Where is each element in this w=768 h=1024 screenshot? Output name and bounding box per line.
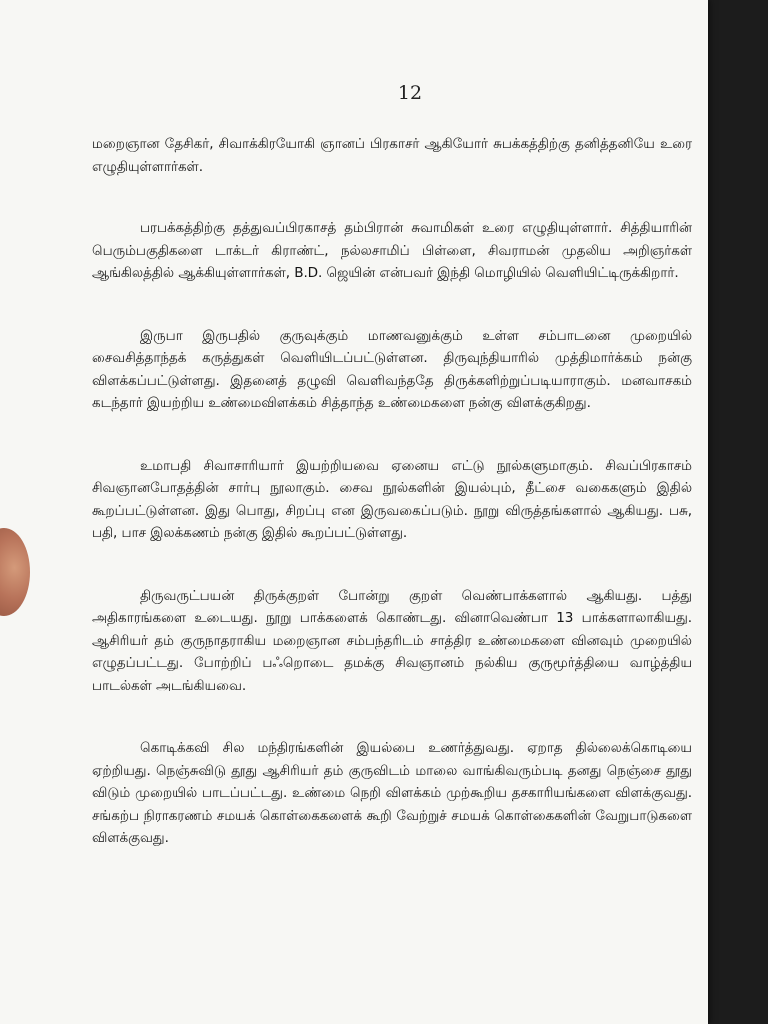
paragraph-6: கொடிக்கவி சில மந்திரங்களின் இயல்பை உணர்த்துவது. ஏறாத தில்லைக்கொடியை ஏற்றியது. நெஞ்சுவிடு தூது ஆசிரியர் தம் குருவிடம் மாலை வாங்கிவரும்படி தனது நெஞ்சை தூது விடும் முறையில் பாடப்பட்டது. உண்மை நெறி விளக்கம் முற்கூறிய தசகாரியங்களை விளக்குவது. சங்கற்ப நிராகரணம் சமயக் கொள்கைகளைக் கூறி வேற்றுச் சமயக் கொள்கைகளின் வேறுபாடுகளை விளக்குவது. bbox=[92, 740, 692, 846]
paragraph-4: உமாபதி சிவாசாரியார் இயற்றியவை ஏனைய எட்டு நூல்களுமாகும். சிவப்பிரகாசம் சிவஞானபோதத்தின் சார்பு நூலாகும். சைவ நூல்களின் இயல்பும், தீட்சை வகைகளும் இதில் கூறப்பட்டுள்ளன. இது பொது, சிறப்பு என இருவகைப்படும். நூறு விருத்தங்களால் ஆகியது. பசு, பதி, பாச இலக்கணம் நன்கு இதில் கூறப்பட்டுள்ளது. bbox=[92, 457, 692, 541]
paragraph-5: திருவருட்பயன் திருக்குறள் போன்று குறள் வெண்பாக்களால் ஆகியது. பத்து அதிகாரங்களை உடையது. நூறு பாக்களைக் கொண்டது. வினாவெண்பா 13 பாக்களாலாகியது. ஆசிரியர் தம் குருநாதராகிய மறைஞான சம்பந்தரிடம் சாத்திர உண்மைகளை வினவும் முறையில் எழுதப்பட்டது. போற்றிப் பஃறொடை தமக்கு சிவஞானம் நல்கிய குருமூர்த்தியை வாழ்த்திய பாடல்கள் அடங்கியவை. bbox=[92, 587, 692, 694]
paragraph-3: இருபா இருபதில் குருவுக்கும் மாணவனுக்கும் உள்ள சம்பாடனை முறையில் சைவசித்தாந்தக் கருத்துகள் வெளியிடப்பட்டுள்ளன. திருவுந்தியாரில் முத்திமார்க்கம் நன்கு விளக்கப்பட்டுள்ளது. இதனைத் தழுவி வெளிவந்ததே திருக்களிற்றுப்படியாராகும். மனவாசகம் கடந்தார் இயற்றிய உண்மைவிளக்கம் சித்தாந்த உண்மைகளை நன்கு விளக்குகிறது. bbox=[92, 327, 692, 411]
page-body bbox=[92, 133, 692, 890]
page-number: 12 bbox=[397, 82, 423, 104]
paragraph-1: மறைஞான தேசிகர், சிவாக்கிரயோகி ஞானப் பிரகாசர் ஆகியோர் சுபக்கத்திற்கு தனித்தனியே உரை எழுதியுள்ளார்கள். bbox=[92, 136, 692, 175]
paragraph-2: பரபக்கத்திற்கு தத்துவப்பிரகாசத் தம்பிரான் சுவாமிகள் உரை எழுதியுள்ளார். சித்தியாரின் பெரும்பகுதிகளை டாக்டர் கிராண்ட், நல்லசாமிப் பிள்ளை, சிவராமன் முதலிய அறிஞர்கள் ஆங்கிலத்தில் ஆக்கியுள்ளார்கள், B.D. ஜெயின் என்பவர் இந்தி மொழியில் வெளியிட்டிருக்கிறார். bbox=[92, 220, 692, 281]
thumb bbox=[0, 528, 30, 616]
